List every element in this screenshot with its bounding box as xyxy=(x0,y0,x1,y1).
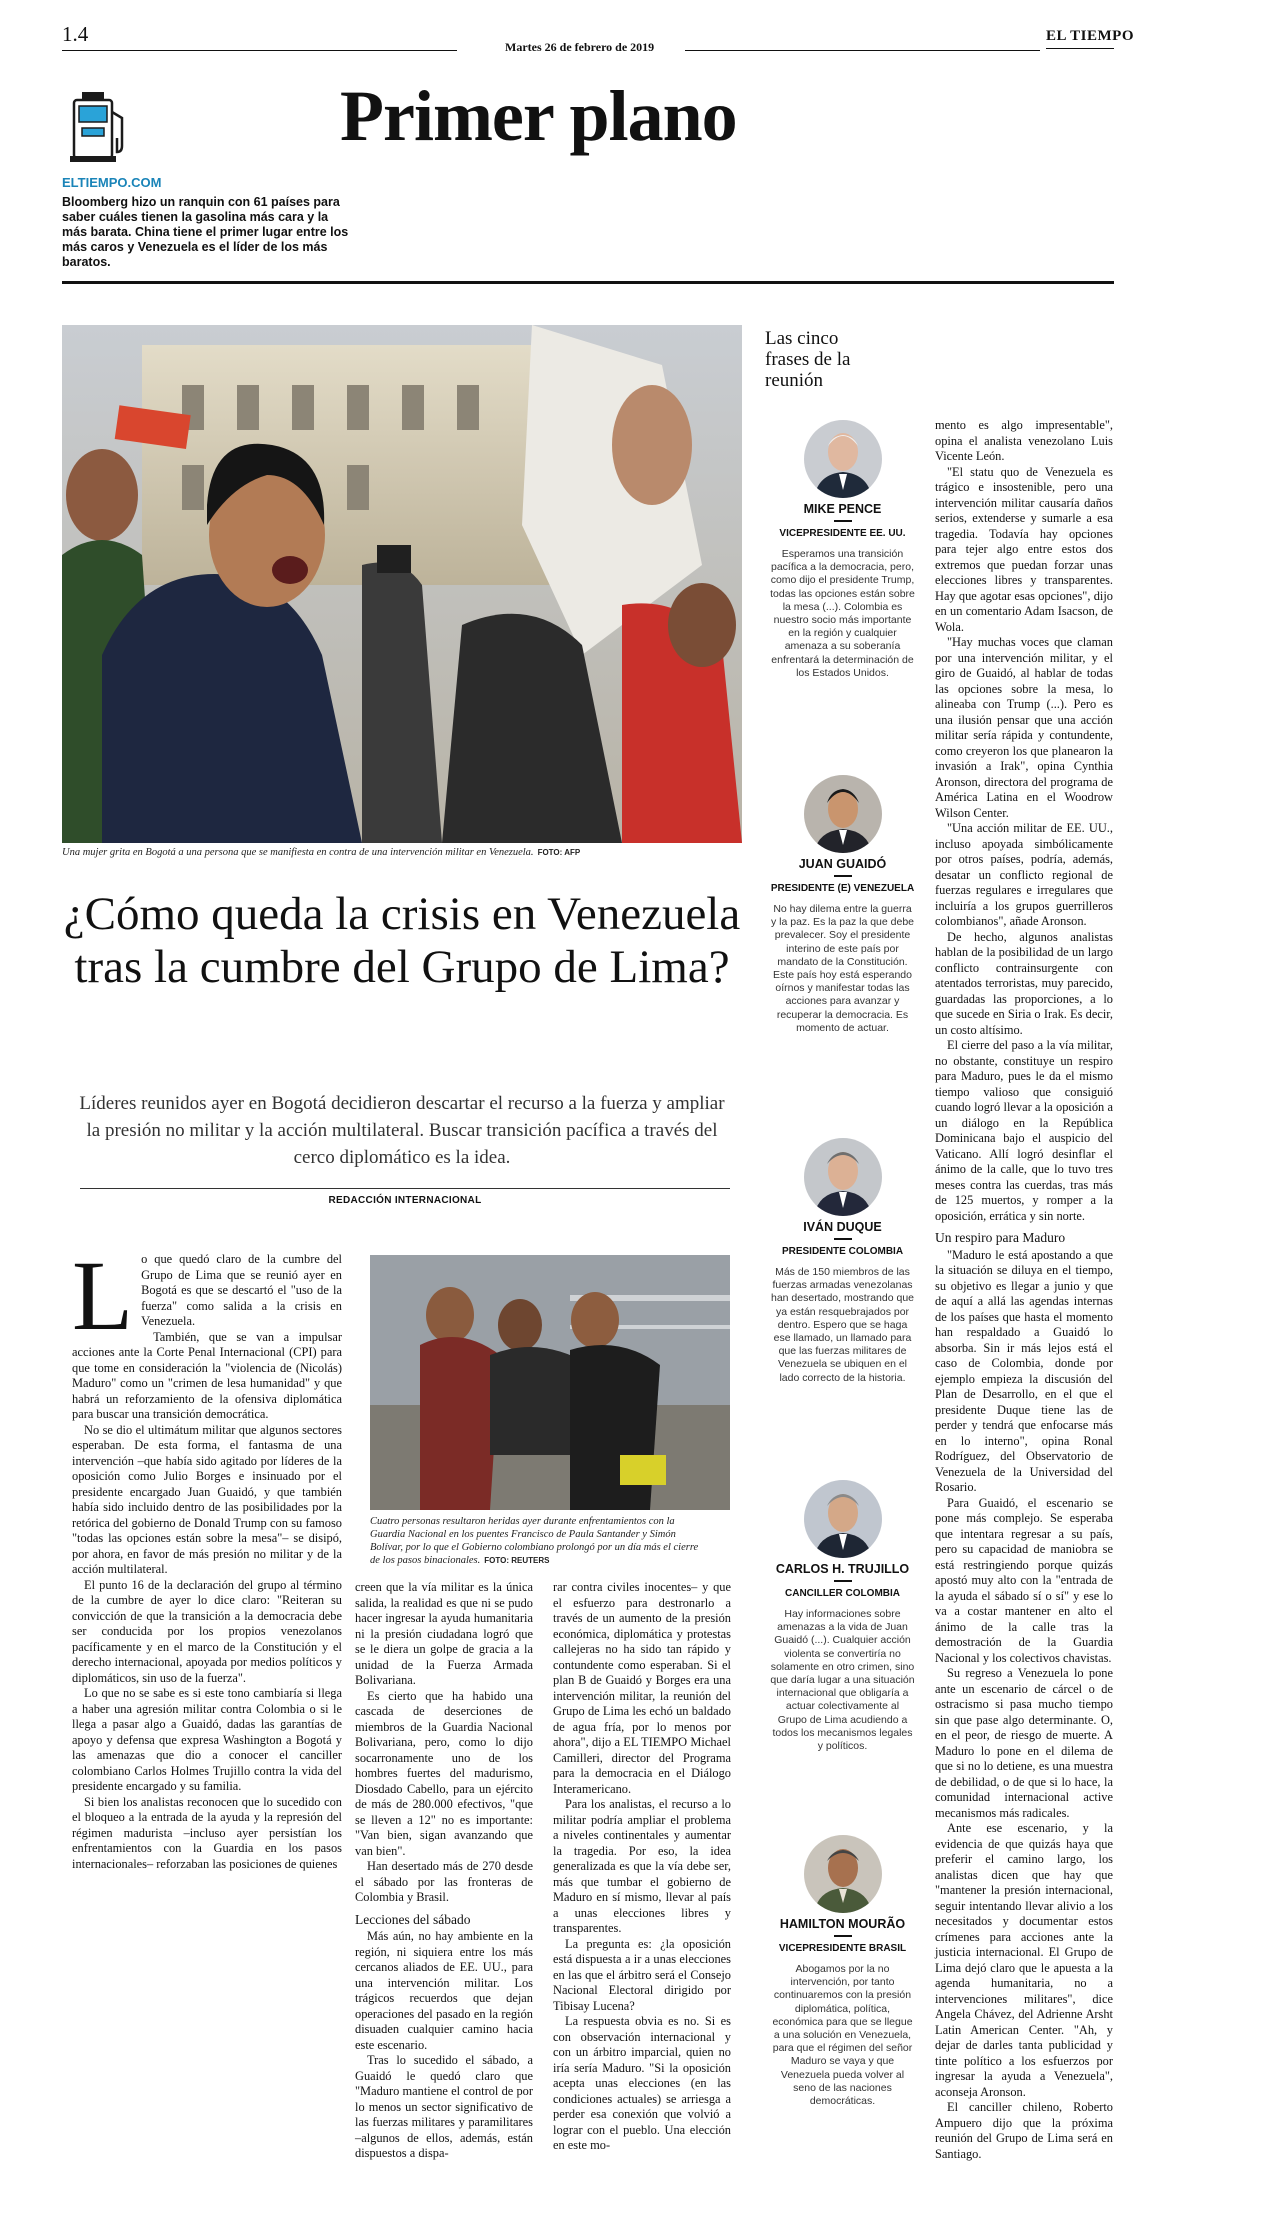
quote-text: Hay informaciones sobre amenazas a la vida de Juan Guaidó (...). Cualquier acción violenta se convertiría no solamente en otro crimen, sino que daría lugar a una situación internacional que obligaría a actuar colectivamente al Grupo de Lima acudiendo a todos los mecanismos legales y políticos. xyxy=(770,1608,915,1753)
portrait-avatar xyxy=(804,775,882,853)
quote-text: Más de 150 miembros de las fuerzas armadas venezolanas han desertado, mostrando que ya están resquebrajados por dentro. Espero que se haga ese llamado, un llamado para que las fuerzas militares de Venezuela se ubiquen en el lado correcto de la historia. xyxy=(770,1266,915,1384)
article-headline: ¿Cómo queda la crisis en Venezuela tras la cumbre del Grupo de Lima? xyxy=(63,888,741,993)
quote-role: PRESIDENTE COLOMBIA xyxy=(781,1246,904,1257)
gas-pump-icon xyxy=(62,88,142,168)
quote-speaker: CARLOS H. TRUJILLO xyxy=(775,1562,910,1576)
paragraph: El canciller chileno, Roberto Ampuero dijo que la próxima reunión del Grupo de Lima será en Santiago. xyxy=(935,2100,1113,2161)
masthead-brand: EL TIEMPO xyxy=(1046,28,1134,44)
photo-credit: FOTO: REUTERS xyxy=(484,1556,550,1565)
paragraph: También, que se van a impulsar acciones ante la Corte Penal Internacional (CPI) para que tome en consideración la "violencia de (Nicolás) Maduro" como un "crimen de lesa humanidad" y que habrá un reforzamiento de la ofensiva diplomática para buscar una transición democrática. xyxy=(72,1329,342,1421)
second-photo-caption xyxy=(370,1515,710,1567)
paragraph: Para los analistas, el recurso a lo militar podría ampliar el problema a niveles continentales y aumentar la tragedia. Por eso, la idea generalizada es que la vía debe ser, más que tumbar el gobierno de Maduro en sí mismo, llevar al país a unas elecciones libres y transparentes. xyxy=(553,1797,731,1935)
portrait-avatar xyxy=(804,1835,882,1913)
promo-text: Bloomberg hizo un ranquin con 61 países para saber cuáles tienen la gasolina más cara y la más barata. China tiene el primer lugar entre los más caros y Venezuela es el líder de los más baratos. xyxy=(62,195,349,269)
main-photo-caption xyxy=(62,846,752,859)
quote-divider xyxy=(834,1238,852,1240)
quote-role: VICEPRESIDENTE EE. UU. xyxy=(779,528,906,539)
paragraph: El punto 16 de la declaración del grupo al término de la cumbre de ayer lo dice claro: "Reiteran su convicción de que la transición a la democracia debe ser conducida por los propios venezolanos pacíficamente y en el marco de la Constitución y el derecho internacional, apoyada por medios políticos y diplomáticos, sin uso de la fuerza". xyxy=(72,1577,342,1685)
deck-rule xyxy=(80,1188,730,1189)
quote-speaker: HAMILTON MOURÃO xyxy=(779,1917,906,1931)
paragraph: Su regreso a Venezuela lo pone ante un escenario de cárcel o de ostracismo si pasa mucho tiempo sin que pase algo determinante. O, en el peor, de riesgo de muerte. A Maduro lo pone en el dilema de que si no lo detiene, es una muestra de debilidad, o de que si lo hace, la comunidad internacional active mecanismos más radicales. xyxy=(935,1666,1113,1820)
paragraph: Lo que no se sabe es si este tono cambiaría si llega a haber una agresión militar contra Colombia o si le llega a pasar algo a Guaidó, dadas las garantías de apoyo y defensa que expresa Washington a Bogotá y las amenazas que dio a conocer el canciller colombiano Carlos Holmes Trujillo contra la vida del presidente encargado y su familia. xyxy=(72,1686,342,1793)
header-divider xyxy=(62,281,1114,284)
main-photo xyxy=(62,325,742,843)
paragraph: mento es algo impresentable", opina el analista venezolano Luis Vicente León. xyxy=(935,418,1113,463)
quote-text: Abogamos por la no intervención, por tanto continuaremos con la presión diplomática, política, económica para que se llegue a una solución en Venezuela, para que el régimen del señor Maduro se vaya y que Venezuela pueda volver al seno de las naciones democráticas. xyxy=(772,1963,913,2108)
quote-role: PRESIDENTE (E) VENEZUELA xyxy=(770,883,915,894)
quote-speaker: MIKE PENCE xyxy=(803,502,882,516)
page-number: 1.4 xyxy=(62,22,89,46)
paragraph: rar contra civiles inocentes– y que el esfuerzo para destronarlo a través de un aumento de la presión económica, diplomática y protestas callejeras no ha sido tan rápido y contundente como esperaban. Si el plan B de Guaidó y Borges era una intervención militar, la reunión del Grupo de Lima les echó un baldado de agua fría, por lo menos por ahora", dijo a EL TIEMPO Michael Camilleri, director del Programa para la democracia en el Diálogo Interamericano. xyxy=(553,1580,731,1796)
subhead: Lecciones del sábado xyxy=(355,1911,471,1927)
quote-block xyxy=(770,1835,915,2108)
article-column-2 xyxy=(355,1580,533,2162)
quote-role: VICEPRESIDENTE BRASIL xyxy=(778,1943,907,1954)
paragraph: Es cierto que ha habido una cascada de deserciones de miembros de la Guardia Nacional Bolivariana, pero, como lo dijo socarronamente uno de los hombres fuertes del madurismo, Diosdado Cabello, para un ejército de más de 280.000 efectivos, "que se lleven a 12" no es importante: "Van bien, sigan avanzando que van bien". xyxy=(355,1688,533,1858)
header-rule-right xyxy=(685,50,1040,51)
paragraph: Más aún, no hay ambiente en la región, ni siquiera entre los más cercanos aliados de EE. UU., para una intervención militar. Los trágicos recuerdos que dejan operaciones del pasado en la región disuaden cualquier camino hacia este escenario. xyxy=(355,1929,533,2052)
section-title: Primer plano xyxy=(340,76,737,156)
article-deck: Líderes reunidos ayer en Bogotá decidieron descartar el recurso a la fuerza y ampliar la presión no militar y la acción multilateral. Buscar transición pacífica a través del cerco diplomático es la idea. xyxy=(79,1093,725,1168)
article-column-5 xyxy=(935,418,1113,2162)
portrait-avatar xyxy=(804,1480,882,1558)
paragraph: No se dio el ultimátum militar que algunos sectores esperaban. De esta forma, el fantasma de una intervención –que había sido agitado por líderes de la oposición como Julio Borges e insinuado por el presidente encargado Juan Guaidó, y que también había sido incluido dentro de las posibilidades por la retórica del gobierno de Donald Trump con su famoso "todas las opciones están sobre la mesa"– se disipó, por ahora, en favor de más presión no militar y de la acción multilateral. xyxy=(72,1422,342,1576)
quote-speaker: IVÁN DUQUE xyxy=(803,1220,882,1234)
paragraph: "El statu quo de Venezuela es trágico e insostenible, pero una intervención militar causaría daños serios, extenderse y sumarle a esa tragedia. Todavía hay opciones para tejer algo entre estos dos extremos que puedan forzar unas elecciones libres y transparentes. Hay que agotar esas opciones", dijo en un comentario Adam Isacson, de Wola. xyxy=(935,464,1113,634)
byline: REDACCIÓN INTERNACIONAL xyxy=(328,1195,482,1206)
quote-role: CANCILLER COLOMBIA xyxy=(785,1588,900,1599)
quote-divider xyxy=(834,875,852,877)
header-rule-left xyxy=(62,50,457,51)
paragraph: De hecho, algunos analistas hablan de la posibilidad de un largo conflicto contrainsurgente con atentados terroristas, muy parecido, guardadas las proporciones, a lo que sucede en Siria o Irak. Es decir, un costo altísimo. xyxy=(935,929,1113,1037)
quote-divider xyxy=(834,1935,852,1937)
caption-text: Una mujer grita en Bogotá a una persona que se manifiesta en contra de una intervención militar en Venezuela. xyxy=(62,847,534,858)
paragraph: La pregunta es: ¿la oposición está dispuesta a ir a unas elecciones en las que el árbitro será el Consejo Nacional Electoral dirigido por Tibisay Lucena? xyxy=(553,1936,731,2013)
article-column-1 xyxy=(72,1240,342,1872)
quote-block xyxy=(770,420,915,680)
paragraph: El cierre del paso a la vía militar, no obstante, constituye un respiro para Maduro, pues le da el mismo tiempo valioso que consiguió cuando logró llevar a la oposición a un diálogo en la República Dominicana bajo el auspicio del Vaticano. Allí logró desinflar el ánimo de la calle, que lo tuvo tres meses contra las cuerdas, tras más de 125 muertos, y romper a la oposición, errática y sin norte. xyxy=(935,1038,1113,1223)
paragraph: "Una acción militar de EE. UU., incluso apoyada simbólicamente por otros países, podría, además, desatar un conflicto regional de fuerzas regulares e irregulares que incluiría a los grupos guerrilleros colombianos", añade Aronson. xyxy=(935,821,1113,928)
quote-block xyxy=(770,1480,915,1753)
paragraph: "Maduro le está apostando a que la situación se diluya en el tiempo, su objetivo es llegar a junio y que de aquí a allá las agendas internas de los países que hasta el momento han respaldado a Guaidó lo absorba. Sin ir más lejos está el caso de Colombia, donde por ejemplo empieza la discusión del Plan de Desarrollo, en el que el presidente Duque tiene las de perder y tendrá que enfocarse más en lo interno", opina Ronal Rodríguez, del Observatorio de Venezuela de la Universidad del Rosario. xyxy=(935,1247,1113,1494)
brand-underline xyxy=(1046,48,1114,49)
quote-divider xyxy=(834,520,852,522)
subhead: Un respiro para Maduro xyxy=(935,1230,1066,1245)
quote-text: No hay dilema entre la guerra y la paz. Es la paz la que debe prevalecer. Soy el presidente interino de este país por mandato de la Constitución. Este país hoy está esperando oírnos y manifestar todas las acciones para avanzar y recuperar la democracia. Es momento de actuar. xyxy=(770,903,914,1034)
paragraph: creen que la vía militar es la única salida, la realidad es que ni se pudo hacer ingresar la ayuda humanitaria ni la presión ciudadana logró que se le diera un golpe de gracia a la unidad de la Fuerza Armada Bolivariana. xyxy=(355,1580,533,1687)
issue-date: Martes 26 de febrero de 2019 xyxy=(505,40,655,54)
quote-block xyxy=(770,775,915,1035)
caption-text: Cuatro personas resultaron heridas ayer durante enfrentamientos con la Guardia Nacional en los puentes Francisco de Paula Santander y Simón Bolívar, por lo que el Gobierno colombiano prolongó por un día más el cierre de los pasos binacionales. xyxy=(370,1516,699,1566)
quote-block xyxy=(770,1138,915,1385)
paragraph: Ante ese escenario, y la evidencia de que quizás haya que preferir el camino largo, los analistas dicen que hay que "mantener la presión internacional, seguir intentando llevar alivio a los necesitados y documentar estos crímenes para acciones ante la justicia internacional. El Grupo de Lima dejó claro que le apuesta a la agenda humanitaria, no a intervenciones militares", dice Angela Chávez, del Adrienne Arsht Latin American Center. "Ah, y dejar de darles tanta publicidad y tinte político a los esfuerzos por ingresar la ayuda a Venezuela", aconseja Aronson. xyxy=(935,1821,1113,2099)
quote-divider xyxy=(834,1580,852,1582)
paragraph: Tras lo sucedido el sábado, a Guaidó le quedó claro que "Maduro mantiene el control de por lo menos un sector significativo de las fuerzas militares y paramilitares –algunos de ellos, además, están dispuestos a dispa- xyxy=(355,2053,533,2160)
paragraph: La respuesta obvia es no. Si es con observación internacional y con un árbitro imparcial, quien no iría sería Maduro. "Si la oposición acepta unas elecciones (en las condiciones actuales) se arriesga a perder esa conexión que volvió a lograr con el pueblo. Una elección en este mo- xyxy=(553,2014,731,2152)
promo-link[interactable]: ELTIEMPO.COM xyxy=(62,175,162,190)
photo-credit: FOTO: AFP xyxy=(537,848,581,857)
quote-text: Esperamos una transición pacífica a la democracia, pero, como dijo el presidente Trump, todas las opciones están sobre la mesa (...). Colombia es nuestro socio más importante en la región y cualquier amenaza a su soberanía enfrentará la determinación de los Estados Unidos. xyxy=(770,548,915,679)
drop-cap: L xyxy=(72,1240,134,1351)
paragraph: Para Guaidó, el escenario se pone más complejo. Se esperaba que intentara regresar a su país, pero su capacidad de maniobra se está restringiendo porque quizás apostó muy alto con la "entrada de la ayuda el sábado sí o sí" y ese lo va a costar mantener en alto el ánimo de la calle tras la demostración de la Guardia Nacional y los colectivos chavistas. xyxy=(935,1495,1113,1665)
article-column-3 xyxy=(553,1580,731,2154)
paragraph: "Hay muchas voces que claman por una intervención militar, y el giro de Guaidó, al hablar de todas las opciones sobre la mesa, lo alineaba con Trump (...). Pero es una ilusión pensar que una acción militar sería rápida y contundente, como creyeron los que planearon la invasión a Irak", opina Cynthia Aronson, directora del programa de América Latina en el Woodrow Wilson Center. xyxy=(935,635,1113,820)
quote-speaker: JUAN GUAIDÓ xyxy=(798,857,887,871)
portrait-avatar xyxy=(804,1138,882,1216)
sidebar-title: Las cinco frases de la reunión xyxy=(765,328,851,391)
paragraph: Han desertado más de 270 desde el sábado por las fronteras de Colombia y Brasil. xyxy=(355,1859,533,1904)
paragraph: Si bien los analistas reconocen que lo sucedido con el bloqueo a la entrada de la ayuda y la represión del régimen madurista –incluso ayer persistían los enfrentamientos con la Guardia en los pasos internacionales– reforzaban las posiciones de quienes xyxy=(72,1794,342,1871)
second-photo xyxy=(370,1255,730,1510)
portrait-avatar xyxy=(804,420,882,498)
paragraph: o que quedó claro de la cumbre del Grupo de Lima que se reunió ayer en Bogotá es que se descartó el "uso de la fuerza" como salida a la crisis en Venezuela. xyxy=(141,1252,342,1328)
